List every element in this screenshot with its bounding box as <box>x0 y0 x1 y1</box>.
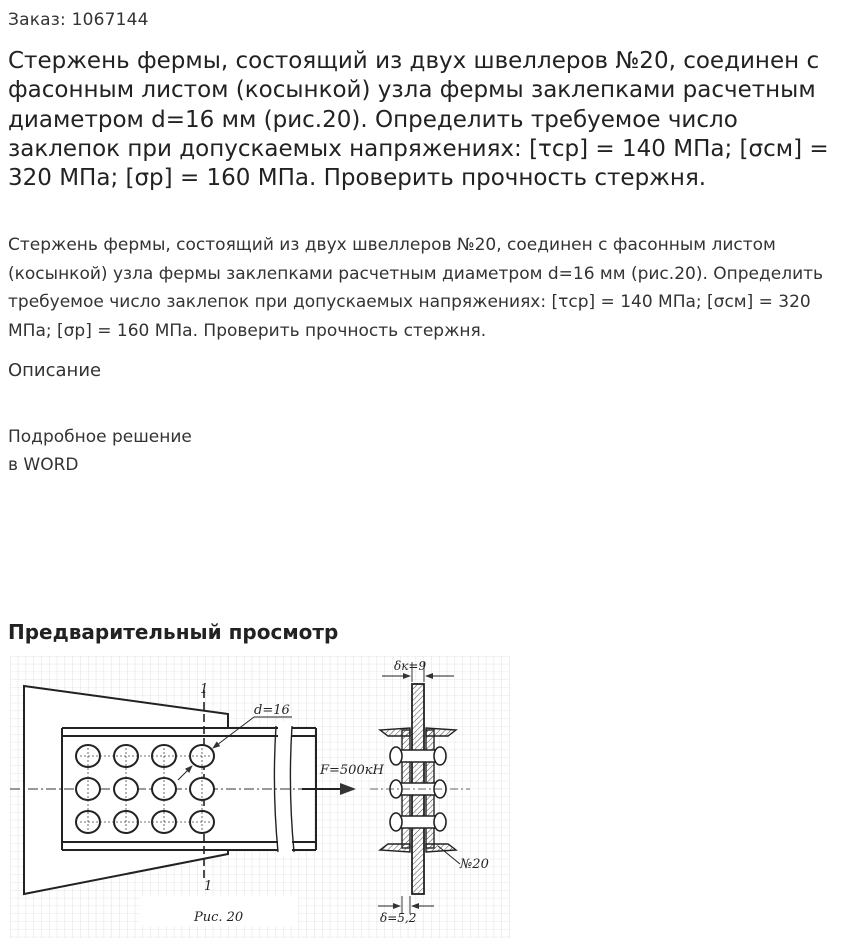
task-title: Стержень фермы, состоящий из двух швеллеров №20, соединен с фасонным листом (косынкой) узла фермы заклепками расчетным диаметром d=16 мм (рис.20). Определить требуемое число заклепок при допускаемых напряжениях: [τср] = 140 МПа; [σсм] = 320 МПа; [σр] = 160 МПа. Проверить прочность стержня. <box>8 48 829 192</box>
thickness-top-label: δк=9 <box>394 659 427 673</box>
solution-info <box>8 423 192 479</box>
preview-image <box>10 656 510 938</box>
section-label-bottom: 1 <box>204 879 213 894</box>
thickness-bottom-label: δ=5,2 <box>380 911 417 925</box>
diameter-label: d=16 <box>254 703 290 718</box>
order-number: Заказ: 1067144 <box>8 10 149 30</box>
section-label-top: 1 <box>200 682 209 697</box>
solution-line-1: Подробное решение <box>8 427 192 447</box>
channel-label: №20 <box>460 857 489 872</box>
description-label: Описание <box>8 360 102 381</box>
solution-line-2: в WORD <box>8 455 79 475</box>
task-text: Стержень фермы, состоящий из двух швеллеров №20, соединен с фасонным листом (косынкой) узла фермы заклепками расчетным диаметром d=16 мм (рис.20). Определить требуемое число заклепок при допускаемых напряжениях: [τср] = 140 МПа; [σсм] = 320 МПа; [σр] = 160 МПа. Проверить прочность стержня. <box>8 235 824 341</box>
preview-heading: Предварительный просмотр <box>8 620 339 644</box>
force-label: F=500кН <box>320 763 384 778</box>
figure-caption: Рис. 20 <box>194 910 244 925</box>
figure-drawing <box>10 656 510 938</box>
